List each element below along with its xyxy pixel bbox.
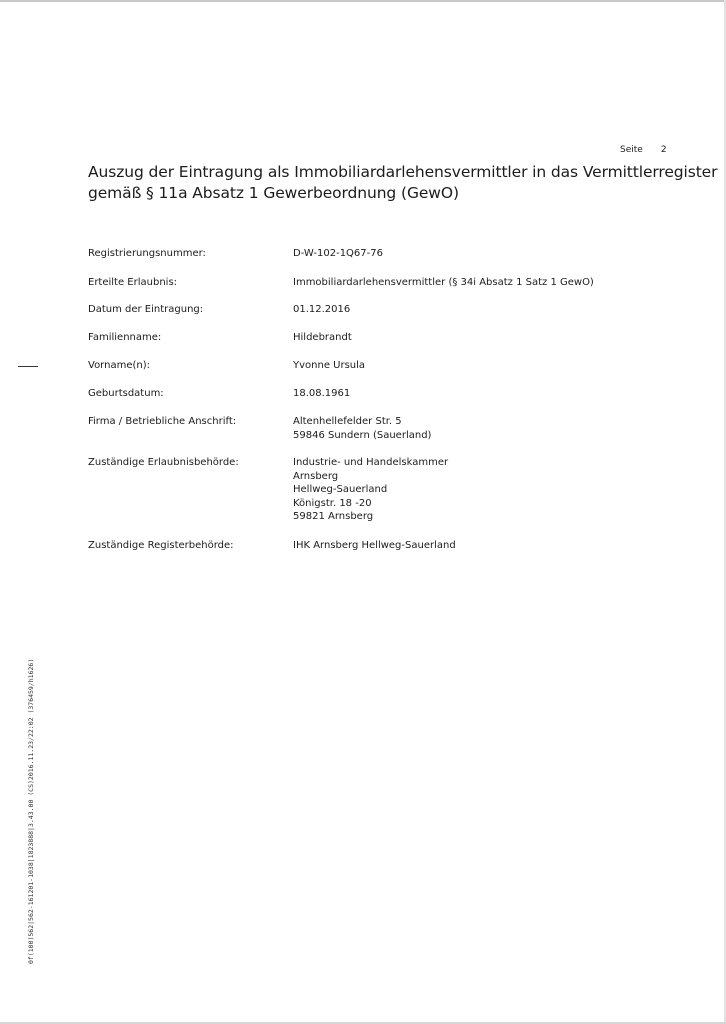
field-value	[293, 456, 653, 524]
field-label: Zuständige Registerbehörde:	[88, 540, 234, 551]
page-top-edge	[0, 0, 726, 2]
value-line: 01.12.2016	[293, 304, 351, 315]
value-line: Königstr. 18 -20	[293, 497, 372, 509]
value-line: 59846 Sundern (Sauerland)	[293, 429, 432, 441]
value-line: Altenhellefelder Str. 5	[293, 416, 402, 427]
value-line: Hildebrandt	[293, 332, 352, 343]
value-line: Hellweg-Sauerland	[293, 484, 388, 495]
value-line: 59821 Arnsberg	[293, 511, 374, 522]
value-line: IHK Arnsberg Hellweg-Sauerland	[293, 540, 456, 551]
page-number-value: 2	[660, 145, 667, 155]
title-line-2: gemäß § 11a Absatz 1 Gewerbeordnung (GewO)	[88, 184, 459, 202]
page-number	[620, 145, 667, 155]
field-label: Registrierungsnummer:	[88, 248, 206, 259]
document-title	[88, 162, 718, 204]
page-label: Seite	[620, 145, 643, 155]
field-value	[293, 387, 653, 401]
value-line: Arnsberg	[293, 470, 339, 482]
field-label: Zuständige Erlaubnisbehörde:	[88, 457, 239, 468]
value-line: 18.08.1961	[293, 388, 351, 399]
field-label: Datum der Eintragung:	[88, 304, 204, 315]
field-value	[293, 331, 653, 345]
field-value	[293, 539, 653, 553]
value-line: D-W-102-1Q67-76	[293, 248, 383, 259]
field-value	[293, 276, 653, 290]
value-line: Yvonne Ursula	[293, 360, 366, 371]
value-line: Industrie- und Handelskammer	[293, 457, 449, 468]
field-value	[293, 247, 653, 261]
field-value	[293, 303, 653, 317]
document-control-code: 0f(100)562|562-161201-1038|1823888|3.43.00 (CS)2016.11.23/22:02 (376459/h1626)	[27, 658, 35, 964]
field-label: Erteilte Erlaubnis:	[88, 277, 178, 288]
field-label: Familienname:	[88, 332, 162, 343]
field-label: Firma / Betriebliche Anschrift:	[88, 416, 237, 427]
value-line: Immobiliardarlehensvermittler (§ 34i Absatz 1 Satz 1 GewO)	[293, 277, 594, 288]
field-value	[293, 359, 653, 373]
fold-mark	[18, 366, 38, 367]
field-label: Geburtsdatum:	[88, 388, 164, 399]
title-line-1: Auszug der Eintragung als Immobiliardarlehensvermittler in das Vermittlerregister	[88, 163, 718, 181]
field-value	[293, 415, 653, 442]
field-label: Vorname(n):	[88, 360, 150, 371]
